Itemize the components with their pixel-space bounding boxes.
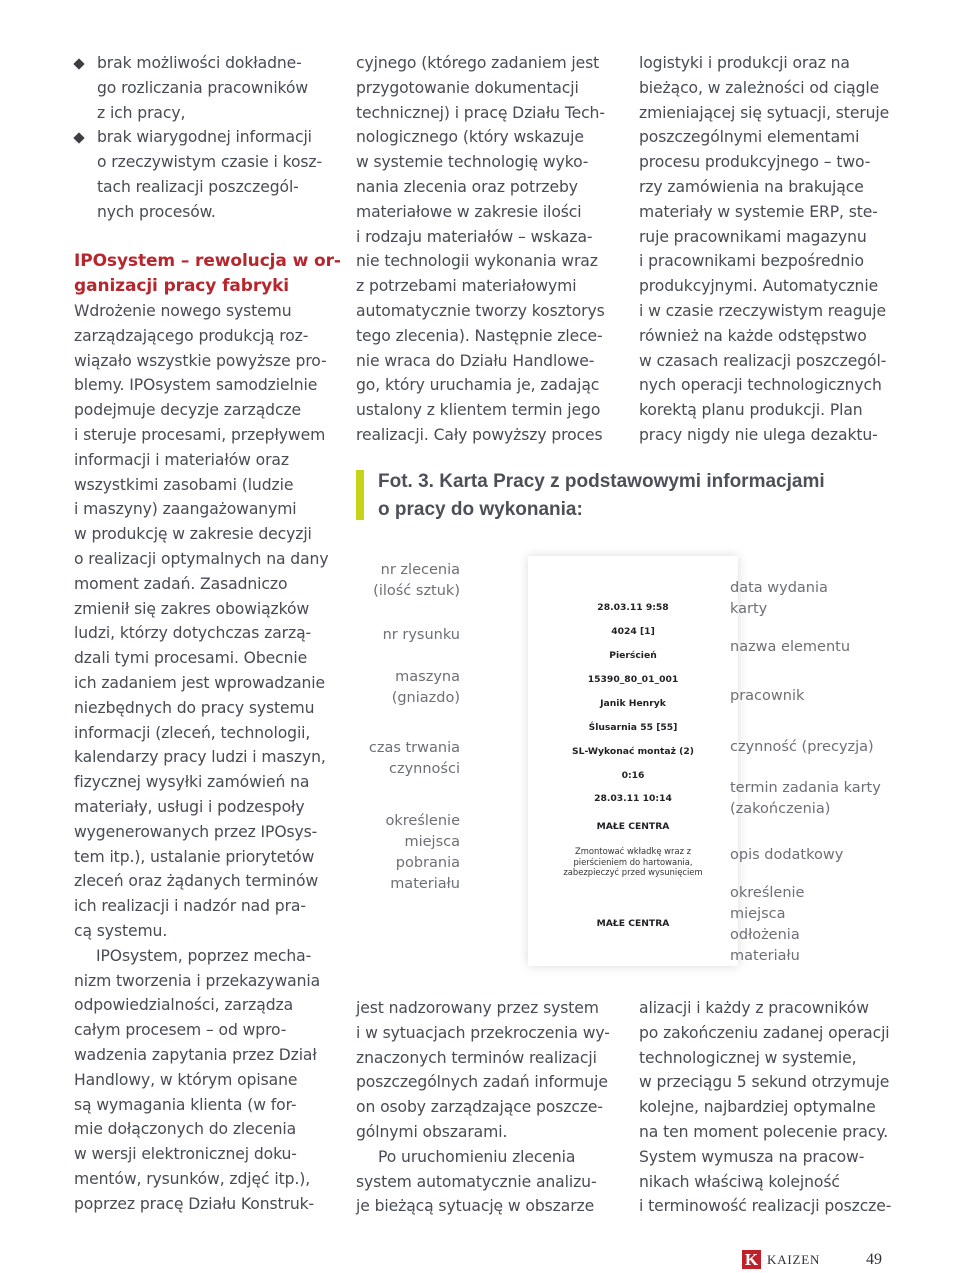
text-line: znaczonych terminów realizacji <box>356 1048 597 1067</box>
text-line: gólnymi obszarami. <box>356 1122 508 1141</box>
heading-line: IPOsystem – rewolucja w or- <box>74 251 341 271</box>
heading-line: ganizacji pracy fabryki <box>74 276 290 296</box>
text-line: materiały, usługi i podzespoły <box>74 797 305 816</box>
column2-top <box>356 51 621 448</box>
text-line: blemy. IPOsystem samodzielnie <box>74 376 318 395</box>
label-worker <box>730 686 804 707</box>
text-line: nych operacji technologicznych <box>639 376 882 395</box>
text-line: poprzez pracę Działu Konstruk- <box>74 1194 315 1213</box>
list-item <box>74 51 314 125</box>
text-line: Wdrożenie nowego systemu <box>74 302 292 320</box>
text-line: i terminowość realizacji poszcze- <box>639 1197 892 1216</box>
text-line: kalendarzy pracy ludzi i maszyn, <box>74 748 326 767</box>
text-line: nie technologii wykonania wraz <box>356 252 598 271</box>
label-line: (zakończenia) <box>730 801 831 817</box>
label-line: określenie <box>730 885 805 901</box>
text-line: korektą planu produkcji. Plan <box>639 401 863 420</box>
text-line: System wymusza na pracow- <box>639 1147 865 1166</box>
label-line: miejsca <box>404 834 460 850</box>
diamond-bullet-icon <box>73 58 84 69</box>
text-line: informacji (zleceń, technologii, <box>74 723 311 742</box>
work-card-figure <box>356 540 916 970</box>
label-pickup-location <box>356 811 460 895</box>
label-line: czynność (precyzja) <box>730 739 874 755</box>
text-line: wygenerowanych przez IPOsys- <box>74 822 318 841</box>
text-line: je bieżącą sytuację w obszarze <box>356 1197 595 1216</box>
text-line: w systemie technologię wyko- <box>356 153 589 172</box>
bullet-line: go rozliczania pracowników <box>97 78 309 97</box>
label-element-name <box>730 637 850 658</box>
text-line: zarządzającego produkcją roz- <box>74 326 309 345</box>
text-line: go, który uruchamia je, zadając <box>356 376 600 395</box>
card-drawing-number: 15390_80_01_001 <box>587 674 679 685</box>
text-line: automatycznie tworzy kosztorys <box>356 301 605 320</box>
text-line: całym procesem – od wpro- <box>74 1021 287 1040</box>
kaizen-logo <box>742 1250 820 1269</box>
text-line: i w sytuacjach przekroczenia wy- <box>356 1023 610 1042</box>
k-logo-icon: K <box>742 1250 761 1269</box>
text-line: technologicznej w systemie, <box>639 1048 857 1067</box>
text-line: odpowiedzialności, zarządza <box>74 996 294 1015</box>
work-card <box>528 556 738 966</box>
text-line: wadzenia zapytania przez Dział <box>74 1045 317 1064</box>
text-line: ich realizacji i nadzór nad pra- <box>74 897 306 916</box>
text-line: i maszyny) zaangażowanymi <box>74 500 297 519</box>
text-line: niezbędnych do pracy systemu <box>74 698 315 717</box>
text-line: tem itp.), ustalanie priorytetów <box>74 847 315 866</box>
column2-bottom <box>356 996 626 1219</box>
text-line: i pracownikami bezpośrednio <box>639 252 864 271</box>
text-line: procesu produkcyjnego – two- <box>639 153 871 172</box>
label-description <box>730 845 843 866</box>
card-order-number: 4024 [1] <box>611 626 655 637</box>
text-line: IPOsystem, poprzez mecha- <box>96 946 312 965</box>
text-line: rzy zamówienia na brakujące <box>639 177 864 196</box>
card-dropoff-location: MAŁE CENTRA <box>596 918 670 929</box>
text-line: nizm tworzenia i przekazywania <box>74 971 321 990</box>
label-duration <box>356 738 460 780</box>
text-line: wiązało wszystkie powyższe pro- <box>74 351 327 370</box>
card-duration: 0:16 <box>621 770 645 781</box>
label-line: nr rysunku <box>382 627 460 643</box>
label-line: miejsca <box>730 906 786 922</box>
label-line: nr zlecenia <box>380 562 460 578</box>
bullet-line: brak możliwości dokładne- <box>97 54 302 72</box>
text-line: poszczególnych zadań informuje <box>356 1073 608 1092</box>
text-line: wszystkimi zasobami (ludzie <box>74 475 294 494</box>
label-line: materiału <box>730 948 800 964</box>
text-line: w wersji elektronicznej doku- <box>74 1145 297 1164</box>
text-line: zleceń oraz żądanych terminów <box>74 872 319 891</box>
label-line: opis dodatkowy <box>730 847 844 863</box>
label-line: czynności <box>389 761 460 777</box>
text-line: ich zadaniem jest wprowadzanie <box>74 673 326 692</box>
label-line: pobrania <box>395 855 460 871</box>
text-line: i w czasie rzeczywistym reaguje <box>639 301 887 320</box>
text-line: jest nadzorowany przez system <box>356 999 599 1017</box>
label-line: czas trwania <box>368 740 460 756</box>
text-line: Handlowy, w którym opisane <box>74 1070 298 1089</box>
column3-top <box>639 51 909 448</box>
text-line: nania zlecenia oraz potrzeby <box>356 177 578 196</box>
text-line: cyjnego (którego zadaniem jest <box>356 54 600 72</box>
text-line: Po uruchomieniu zlecenia <box>378 1147 576 1166</box>
text-line: nikach właściwą kolejność <box>639 1172 840 1191</box>
text-line: materiałowe w zakresie ilości <box>356 202 582 221</box>
text-line: technicznej) i pracę Działu Tech- <box>356 103 605 122</box>
text-line: ustalony z klientem termin jego <box>356 401 601 420</box>
section-heading <box>74 249 341 299</box>
figure-caption <box>356 468 916 524</box>
text-line: moment zadań. Zasadniczo <box>74 574 288 593</box>
text-line: pracy nigdy nie ulega dezaktu- <box>639 425 878 444</box>
text-line: materiały w systemie ERP, ste- <box>639 202 878 221</box>
label-line: (ilość sztuk) <box>373 583 460 599</box>
diamond-bullet-icon <box>73 133 84 144</box>
label-line: materiału <box>390 876 460 892</box>
text-line: nologicznego (który wskazuje <box>356 128 584 147</box>
bullet-list <box>74 51 323 225</box>
text-line: w przeciągu 5 sekund otrzymuje <box>639 1073 890 1092</box>
page-number: 49 <box>866 1251 882 1268</box>
text-line: tego zlecenia). Następnie zlece- <box>356 326 603 345</box>
text-line: informacji i materiałów oraz <box>74 450 289 469</box>
card-due-date: 28.03.11 10:14 <box>594 793 672 804</box>
text-line: są wymagania klienta (w for- <box>74 1095 297 1114</box>
text-line: również na każde odstępstwo <box>639 326 867 345</box>
text-line: mie dołączonych do zlecenia <box>74 1120 297 1139</box>
label-date-issued <box>730 578 828 620</box>
text-line: cą systemu. <box>74 921 168 940</box>
text-line: system automatycznie analizu- <box>356 1172 597 1191</box>
text-line: logistyki i produkcji oraz na <box>639 54 850 72</box>
text-line: nie wraca do Działu Handlowe- <box>356 351 595 370</box>
label-line: termin zadania karty <box>730 780 881 796</box>
text-line: produkcyjnymi. Automatycznie <box>639 277 879 296</box>
bullet-line: brak wiarygodnej informacji <box>97 128 312 147</box>
label-line: karty <box>730 601 768 617</box>
bullet-line: nych procesów. <box>97 202 216 221</box>
text-line: przygotowanie dokumentacji <box>356 78 579 97</box>
text-line: ruje pracownikami magazynu <box>639 227 867 246</box>
text-line: bieżąco, w zależności od ciągle <box>639 78 880 97</box>
text-line: on osoby zarządzające poszcze- <box>356 1098 603 1117</box>
card-description: Zmontować wkładkę wraz z pierścieniem do hartowania, zabezpieczyć przed wysunięciem <box>563 846 703 877</box>
text-line: o realizacji optymalnych na dany <box>74 549 329 568</box>
label-dropoff-location <box>730 883 804 967</box>
text-line: zmienił się zakres obowiązków <box>74 599 310 618</box>
label-line: pracownik <box>730 688 805 704</box>
text-line: zmieniającej się sytuacji, steruje <box>639 103 890 122</box>
column3-bottom <box>639 996 909 1219</box>
text-line: ludzi, którzy dotychczas zarzą- <box>74 624 312 643</box>
label-line: maszyna <box>395 669 460 685</box>
list-item <box>74 125 323 224</box>
caption-line: o pracy do wykonania: <box>378 499 583 520</box>
card-operation: SL-Wykonać montaż (2) <box>572 746 694 757</box>
label-drawing-number <box>356 625 460 646</box>
card-element-name: Pierścień <box>609 650 657 661</box>
text-line: podejmuje decyzje zarządcze <box>74 401 302 420</box>
text-line: w czasach realizacji poszczegól- <box>639 351 887 370</box>
text-line: fizycznej wysyłki zamówień na <box>74 773 310 792</box>
bullet-line: o rzeczywistym czasie i kosz- <box>97 153 323 172</box>
card-pickup-location: MAŁE CENTRA <box>596 821 670 832</box>
card-date-issued: 28.03.11 9:58 <box>597 602 669 613</box>
column1-body <box>74 299 329 1216</box>
label-due-date <box>730 778 881 820</box>
label-line: (gniazdo) <box>391 690 460 706</box>
text-line: dzali tymi procesami. Obecnie <box>74 649 308 668</box>
text-line: mentów, rysunków, zdjęć itp.), <box>74 1169 311 1188</box>
bullet-line: z ich pracy, <box>97 103 186 122</box>
text-line: kolejne, najbardziej optymalne <box>639 1098 876 1117</box>
card-machine: Ślusarnia 55 [55] <box>588 722 678 733</box>
label-operation <box>730 737 874 758</box>
brand-name: KAIZEN <box>767 1251 821 1267</box>
label-line: określenie <box>385 813 460 829</box>
text-line: na ten moment polecenie pracy. <box>639 1122 889 1141</box>
label-line: data wydania <box>730 580 828 596</box>
text-line: i steruje procesami, przepływem <box>74 425 326 444</box>
text-line: po zakończeniu zadanej operacji <box>639 1023 890 1042</box>
text-line: z potrzebami materiałowymi <box>356 277 577 296</box>
label-line: odłożenia <box>730 927 800 943</box>
text-line: i rodzaju materiałów – wskaza- <box>356 227 593 246</box>
text-line: poszczególnymi elementami <box>639 128 860 147</box>
text-line: w produkcję w zakresie decyzji <box>74 525 312 544</box>
label-order-number <box>356 560 460 602</box>
label-machine <box>356 667 460 709</box>
text-line: alizacji i każdy z pracowników <box>639 999 869 1017</box>
caption-line: Fot. 3. Karta Pracy z podstawowymi informacjami <box>378 471 825 492</box>
text-line: realizacji. Cały powyższy proces <box>356 425 603 444</box>
card-worker: Janik Henryk <box>600 698 666 709</box>
label-line: nazwa elementu <box>730 639 851 655</box>
bullet-line: tach realizacji poszczegól- <box>97 177 299 196</box>
